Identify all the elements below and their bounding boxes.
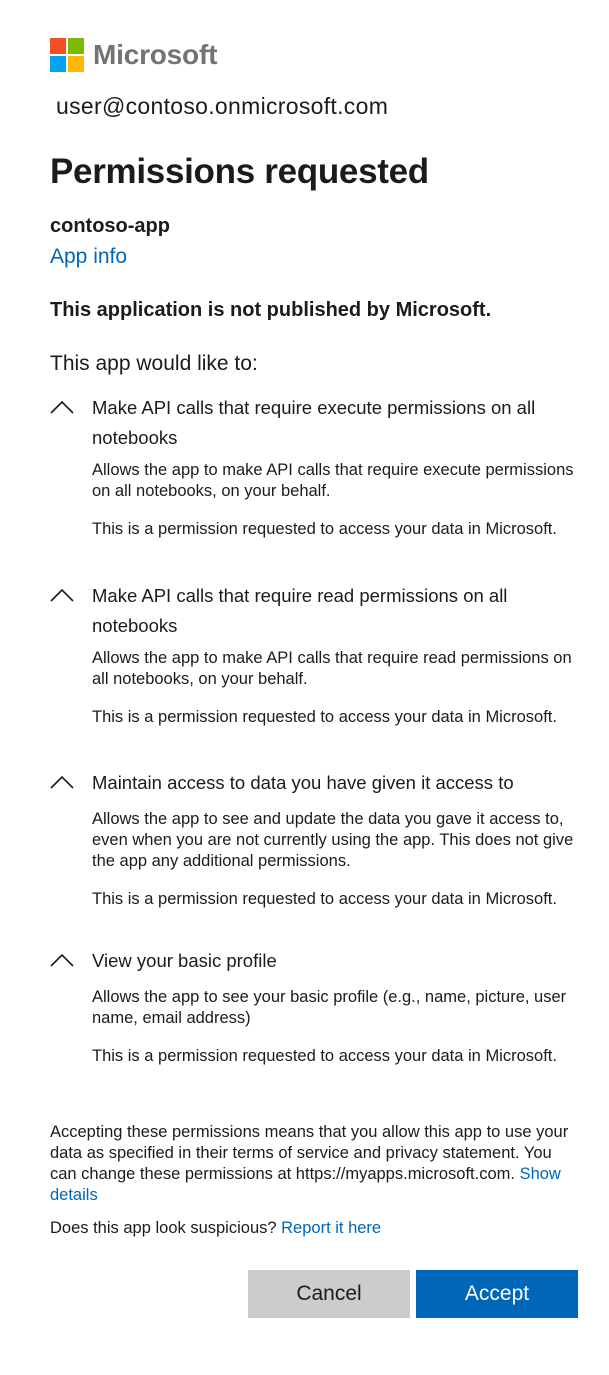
accept-button[interactable]: Accept xyxy=(416,1270,578,1318)
app-info-link[interactable]: App info xyxy=(50,245,128,268)
chevron-up-icon xyxy=(50,588,74,602)
report-link[interactable]: Report it here xyxy=(281,1219,382,1237)
chevron-up-icon xyxy=(50,953,74,967)
suspicious-text: Does this app look suspicious? xyxy=(50,1219,277,1237)
microsoft-logo-icon xyxy=(50,38,84,72)
chevron-up-icon xyxy=(50,400,74,414)
permission-item xyxy=(50,393,580,540)
permission-title: Maintain access to data you have given it access to xyxy=(92,772,514,793)
permission-note: This is a permission requested to access your data in Microsoft. xyxy=(92,520,557,538)
permission-item xyxy=(50,581,580,728)
permission-title: View your basic profile xyxy=(92,950,277,971)
permission-toggle[interactable] xyxy=(50,768,580,798)
permission-item xyxy=(50,768,580,910)
permission-description: Allows the app to see your basic profile (e.g., name, picture, user name, email address) xyxy=(92,988,567,1027)
cancel-button[interactable]: Cancel xyxy=(248,1270,410,1318)
permissions-intro: This app would like to: xyxy=(50,352,258,375)
app-name: contoso-app xyxy=(50,215,170,237)
publisher-notice: This application is not published by Microsoft. xyxy=(50,299,492,321)
permission-description: Allows the app to see and update the data you gave it access to, even when you are not currently using the app. This does not give the app any additional permissions. xyxy=(92,810,574,870)
brand-name: Microsoft xyxy=(93,39,218,70)
chevron-up-icon xyxy=(50,775,74,789)
suspicious-prompt xyxy=(50,1219,381,1238)
disclaimer-text: Accepting these permissions means that you allow this app to use your data as specified in their terms of service and privacy statement. You can change these permissions at https://myapps.microsoft.com. xyxy=(50,1123,569,1183)
consent-disclaimer xyxy=(50,1122,570,1206)
permission-description: Allows the app to make API calls that require read permissions on all notebooks, on your behalf. xyxy=(92,649,572,688)
permission-toggle[interactable] xyxy=(50,946,580,976)
permission-toggle[interactable] xyxy=(50,393,580,453)
permission-toggle[interactable] xyxy=(50,581,580,641)
page-title: Permissions requested xyxy=(50,152,429,191)
permission-description: Allows the app to make API calls that require execute permissions on all notebooks, on your behalf. xyxy=(92,461,574,500)
permission-note: This is a permission requested to access your data in Microsoft. xyxy=(92,1047,557,1065)
permission-title: Make API calls that require read permissions on all notebooks xyxy=(92,585,508,636)
permission-title: Make API calls that require execute permissions on all notebooks xyxy=(92,397,536,448)
account-email: user@contoso.onmicrosoft.com xyxy=(56,93,389,119)
permission-item xyxy=(50,946,580,1067)
permission-note: This is a permission requested to access your data in Microsoft. xyxy=(92,708,557,726)
show-details-link[interactable]: Show details xyxy=(50,1165,561,1204)
microsoft-logo xyxy=(50,37,217,73)
permission-note: This is a permission requested to access your data in Microsoft. xyxy=(92,890,557,908)
